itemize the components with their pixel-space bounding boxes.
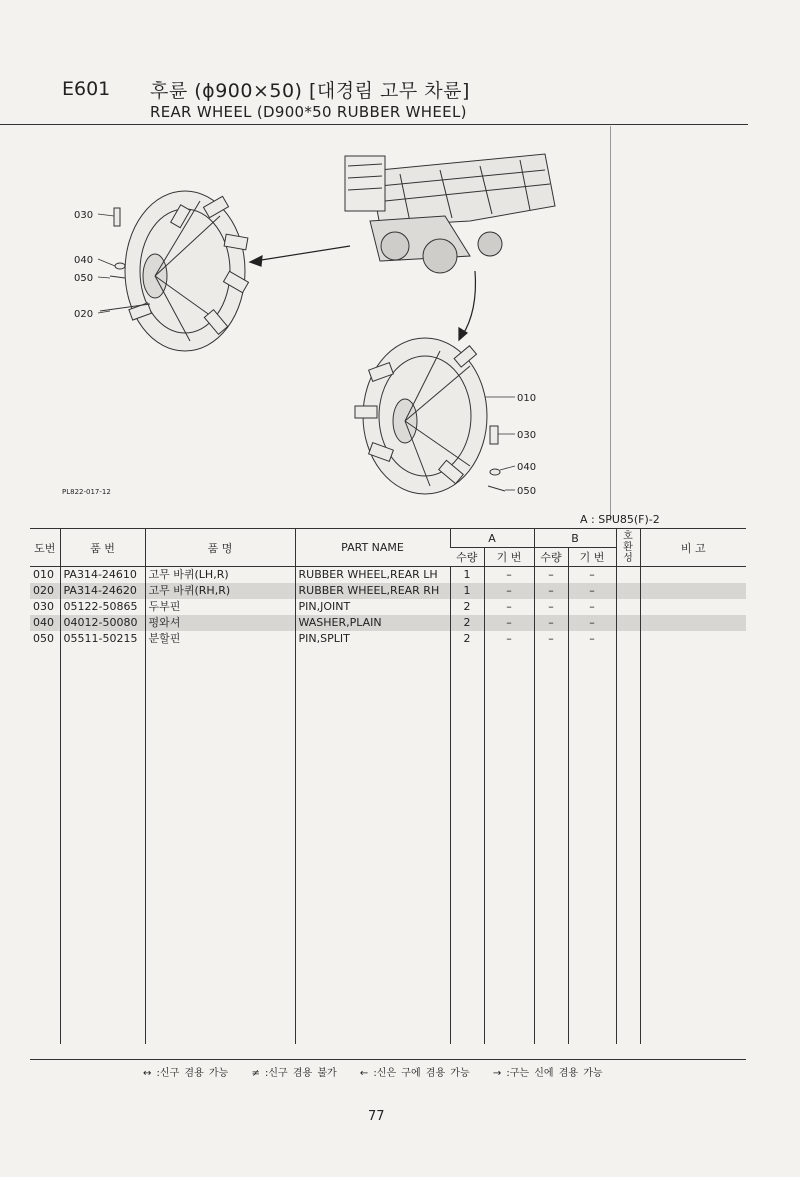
row-base-a: – (484, 631, 534, 647)
callout-right-010: 010 (517, 393, 537, 404)
header-ref: 도번 (30, 529, 60, 567)
header-qty-b: 수량 (534, 548, 568, 567)
callout-right-030: 030 (517, 430, 537, 441)
row-ref: 050 (33, 632, 54, 645)
row-part-no: 05122-50865 (60, 599, 145, 615)
header-part-name: PART NAME (295, 529, 450, 567)
row-base-a: – (484, 599, 534, 615)
row-qty-b: – (534, 583, 568, 599)
legend-item: ↔ :신구 겸용 가능 (143, 1068, 229, 1079)
header-base-a: 기 번 (484, 548, 534, 567)
row-remarks (640, 631, 746, 647)
table-row (30, 615, 746, 631)
row-ref: 040 (30, 615, 60, 631)
left-hardware (110, 208, 125, 278)
row-qty-a: 1 (450, 567, 484, 584)
right-rubber-wheel (355, 338, 505, 494)
row-qty-b: – (534, 631, 568, 647)
row-part-no: 04012-50080 (60, 615, 145, 631)
figure-code: PL822-017-12 (62, 488, 111, 496)
header-part-no: 품 번 (60, 529, 145, 567)
callout-left-050: 050 (74, 273, 94, 284)
row-base-a: – (484, 567, 534, 584)
table-row (30, 583, 746, 599)
row-name-ko: 분할핀 (145, 631, 295, 647)
row-compat (616, 583, 640, 599)
row-base-a: – (484, 583, 534, 599)
row-compat (616, 631, 640, 647)
row-part-no: 05511-50215 (60, 631, 145, 647)
row-base-b: – (568, 567, 616, 584)
row-base-b: – (568, 615, 616, 631)
table-empty-space (30, 647, 746, 1044)
row-qty-a: 2 (450, 631, 484, 647)
row-ref: 030 (33, 600, 54, 613)
row-part-name: RUBBER WHEEL,REAR LH (295, 567, 450, 584)
model-label: A : SPU85(F)-2 (580, 513, 660, 526)
left-rubber-wheel (100, 191, 249, 351)
callout-left-030: 030 (74, 210, 94, 221)
header-group-a: A (450, 529, 534, 548)
row-base-b: – (568, 599, 616, 615)
parts-illustration (0, 126, 610, 521)
row-base-a: – (484, 615, 534, 631)
row-qty-b: – (534, 615, 568, 631)
row-part-name: PIN,SPLIT (295, 631, 450, 647)
row-base-b: – (568, 631, 616, 647)
legend-item: ← :신은 구에 겸용 가능 (359, 1068, 470, 1079)
table-row (30, 567, 746, 584)
header-remarks: 비 고 (640, 529, 746, 567)
row-remarks (640, 567, 746, 584)
row-compat (616, 567, 640, 584)
title-korean: 후륜 (ϕ900×50) [대경림 고무 차륜] (150, 80, 470, 102)
row-part-no: PA314-24620 (60, 583, 145, 599)
row-qty-a: 2 (450, 599, 484, 615)
header-group-b: B (534, 529, 616, 548)
row-name-ko: 고무 바퀴(LH,R) (145, 567, 295, 584)
row-name-ko: 평와셔 (145, 615, 295, 631)
header-compat: 호환성 (616, 529, 640, 567)
section-code: E601 (62, 78, 111, 100)
row-qty-b: – (534, 599, 568, 615)
illustration-divider (610, 126, 611, 521)
row-part-name: PIN,JOINT (295, 599, 450, 615)
callout-left-020: 020 (74, 309, 94, 320)
header-base-b: 기 번 (568, 548, 616, 567)
row-remarks (640, 599, 746, 615)
row-base-b: – (568, 583, 616, 599)
callout-right-040: 040 (517, 462, 537, 473)
row-ref: 010 (33, 568, 54, 581)
row-part-no: PA314-24610 (60, 567, 145, 584)
legend-item: ≠ :신구 겸용 불가 (251, 1068, 337, 1079)
legend-item: → :구는 신에 겸용 가능 (492, 1068, 603, 1079)
row-qty-b: – (534, 567, 568, 584)
row-part-name: WASHER,PLAIN (295, 615, 450, 631)
row-compat (616, 599, 640, 615)
callout-left-040: 040 (74, 255, 94, 266)
row-qty-a: 1 (450, 583, 484, 599)
row-compat (616, 615, 640, 631)
row-ref: 020 (30, 583, 60, 599)
parts-table (30, 528, 746, 1044)
row-part-name: RUBBER WHEEL,REAR RH (295, 583, 450, 599)
header-name-ko: 품 명 (145, 529, 295, 567)
header-qty-a: 수량 (450, 548, 484, 567)
compatibility-legend (143, 1064, 621, 1079)
table-row (30, 631, 746, 647)
row-remarks (640, 615, 746, 631)
row-remarks (640, 583, 746, 599)
table-bottom-rule (30, 1059, 746, 1060)
row-qty-a: 2 (450, 615, 484, 631)
title-english: REAR WHEEL (D900*50 RUBBER WHEEL) (150, 103, 467, 121)
row-name-ko: 두부핀 (145, 599, 295, 615)
page-number: 77 (368, 1109, 385, 1124)
row-name-ko: 고무 바퀴(RH,R) (145, 583, 295, 599)
table-row (30, 599, 746, 615)
callout-right-050: 050 (517, 486, 537, 497)
header-rule (0, 124, 748, 125)
transplanter-machine (345, 154, 555, 273)
